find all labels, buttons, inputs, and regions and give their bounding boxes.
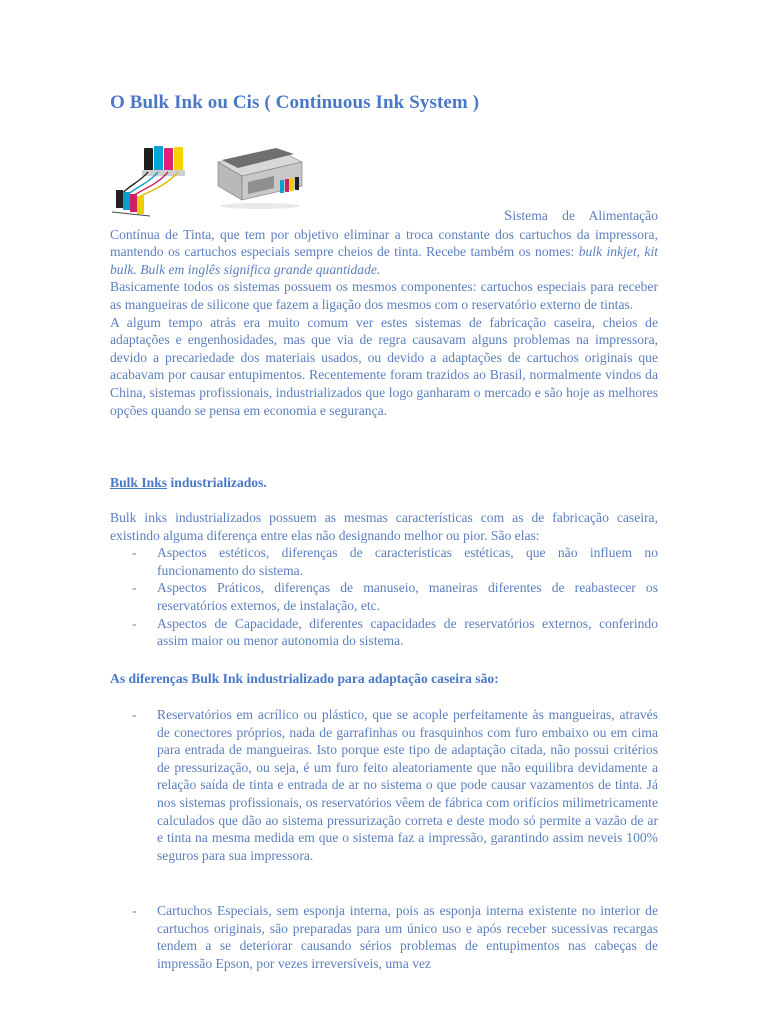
section2-heading: As diferenças Bulk Ink industrializado para adaptação caseira são: <box>110 671 499 686</box>
section1-heading-rest: industrializados. <box>167 475 267 490</box>
section2-body <box>110 706 658 864</box>
document-title: O Bulk Ink ou Cis ( Continuous Ink System ) <box>110 92 480 113</box>
section1-heading <box>110 474 658 492</box>
list-item: - Aspectos estéticos, diferenças de características estéticas, que não influem no funcionamento do sistema. <box>110 544 658 579</box>
section1-heading-underlined: Bulk Inks <box>110 475 168 490</box>
list-item: - Aspectos Práticos, diferenças de manuseio, maneiras diferentes de reabastecer os reservatórios externos, de instalação, etc. <box>110 579 658 614</box>
components-paragraph: Basicamente todos os sistemas possuem os mesmos componentes: cartuchos especiais para receber as mangueiras de silicone que fazem a ligação dos mesmos com o reservatório externo de tintas. <box>110 279 658 312</box>
section1-body <box>110 509 658 650</box>
intro-text: istema de Alimentação Contínua de Tinta, que tem por objetivo eliminar a troca constante dos cartuchos da impressora, mantendo os cartuchos especiais sempre cheios de tinta. Recebe também os nomes: <box>110 208 658 260</box>
intro-italic-text: bulk inkjet, kit bulk. Bulk em inglês significa grande quantidade. <box>110 244 658 277</box>
intro-section <box>110 207 658 419</box>
list-item: - Reservatórios em acrílico ou plástico, que se acople perfeitamente às mangueiras, através de conectores próprios, nada de garrafinhas ou frasquinhos com furo embaixo ou em cima para entrada de mangueiras. Isto porque este tipo de adaptação citada, não possui critérios de pressurização, ou seja, é um furo feito aleatoriamente que não equilibra devidamente a relação saída de tinta e entrada de ar no sistema o que pode causar vazamentos de tinta. Já nos sistemas profissionais, os reservatórios vêem de fábrica com orifícios milimetricamente calculados que dão ao sistema pressurização correta e deste modo só permite a vazão de ar e tinta na mesma medida em que o sistema faz a impressão, garantindo assim neveis 100% seguros para sua impressora. <box>110 706 658 864</box>
intro-paragraph <box>110 207 658 278</box>
section-differences <box>110 670 658 688</box>
section-industrialized <box>110 474 658 492</box>
history-paragraph: A algum tempo atrás era muito comum ver estes sistemas de fabricação caseira, cheios de adaptações e engenhosidades, mas que via de regra causavam alguns problemas na impressora, devido a precariedade dos materiais usados, ou devido a adaptações de cartuchos originais que acabavam por causar entupimentos. Recentemente foram trazidos ao Brasil, normalmente vindos da China, sistemas profissionais, industrializados que logo ganharam o mercado e são hoje as melhores opções quando se pensa em economia e segurança. <box>110 314 658 418</box>
section1-intro: Bulk inks industrializados possuem as mesmas características com as de fabricação caseira, existindo alguma diferença entre elas não designando melhor ou pior. São elas: <box>110 510 658 543</box>
list-item: - Cartuchos Especiais, sem esponja interna, pois as esponja interna existente no interior de cartuchos originais, são preparadas para um único uso e após receber sucessivas recargas tendem a se deteriorar causando sérios problemas de entupimentos nas cabeças de impressão Epson, por vezes irreversíveis, uma vez <box>110 902 658 972</box>
section2-list <box>110 706 658 864</box>
section2-list-cont <box>110 902 658 972</box>
drop-letter: S <box>504 208 513 224</box>
section1-list <box>110 544 658 650</box>
section2-body-cont <box>110 902 658 972</box>
list-item: - Aspectos de Capacidade, diferentes capacidades de reservatórios externos, conferindo assim maior ou menor autonomia do sistema. <box>110 615 658 650</box>
printer-image <box>208 140 304 210</box>
